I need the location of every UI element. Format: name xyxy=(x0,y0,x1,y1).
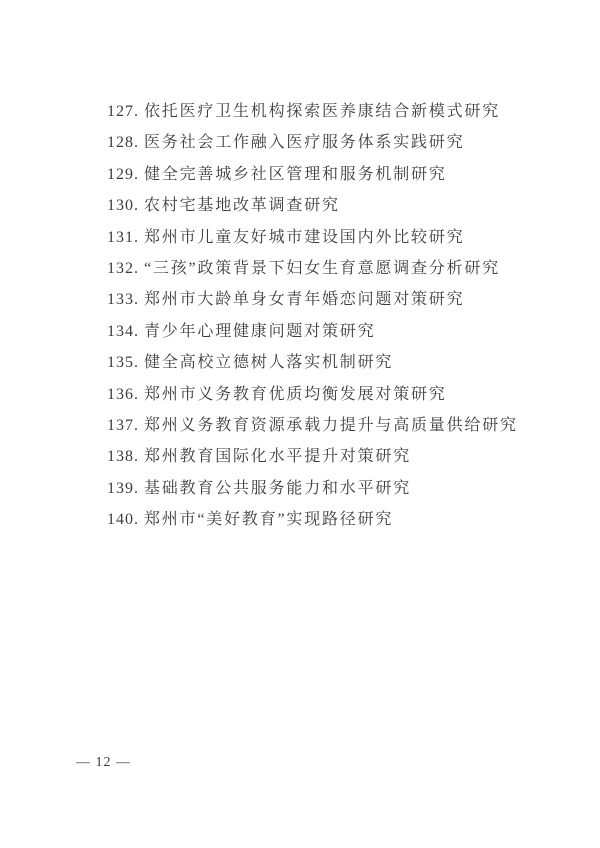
list-item xyxy=(107,258,518,289)
item-title: 青少年心理健康问题对策研究 xyxy=(144,322,376,340)
item-title: “三孩”政策背景下妇女生育意愿调查分析研究 xyxy=(144,259,501,277)
item-title: 医务社会工作融入医疗服务体系实践研究 xyxy=(144,134,465,152)
item-number: 140. xyxy=(107,511,139,529)
item-number: 132. xyxy=(107,259,139,277)
list-item xyxy=(107,101,518,132)
item-title: 郑州市“美好教育”实现路径研究 xyxy=(144,511,394,529)
item-title: 郑州市义务教育优质均衡发展对策研究 xyxy=(144,385,447,403)
item-number: 135. xyxy=(107,354,139,372)
item-title: 郑州市大龄单身女青年婚恋问题对策研究 xyxy=(144,291,465,309)
list-item xyxy=(107,132,518,163)
topic-list xyxy=(107,101,518,540)
list-item xyxy=(107,195,518,226)
list-item xyxy=(107,446,518,477)
item-number: 128. xyxy=(107,134,139,152)
list-item xyxy=(107,289,518,320)
item-number: 131. xyxy=(107,228,139,246)
list-item xyxy=(107,384,518,415)
list-item xyxy=(107,321,518,352)
item-number: 129. xyxy=(107,165,139,183)
item-title: 农村宅基地改革调查研究 xyxy=(144,197,340,215)
item-number: 127. xyxy=(107,103,139,120)
item-number: 130. xyxy=(107,197,139,215)
page-number: — 12 — xyxy=(76,755,131,770)
list-item xyxy=(107,478,518,509)
item-title: 郑州义务教育资源承载力提升与高质量供给研究 xyxy=(144,416,518,434)
item-number: 137. xyxy=(107,416,139,434)
list-item xyxy=(107,352,518,383)
item-title: 健全完善城乡社区管理和服务机制研究 xyxy=(144,165,447,183)
item-title: 依托医疗卫生机构探索医养康结合新模式研究 xyxy=(144,103,501,120)
item-number: 133. xyxy=(107,291,139,309)
item-title: 郑州市儿童友好城市建设国内外比较研究 xyxy=(144,228,465,246)
list-item xyxy=(107,415,518,446)
item-title: 健全高校立德树人落实机制研究 xyxy=(144,354,394,372)
item-title: 郑州教育国际化水平提升对策研究 xyxy=(144,448,412,466)
item-title: 基础教育公共服务能力和水平研究 xyxy=(144,479,412,497)
item-number: 134. xyxy=(107,322,139,340)
list-item xyxy=(107,227,518,258)
item-number: 136. xyxy=(107,385,139,403)
list-item xyxy=(107,164,518,195)
item-number: 138. xyxy=(107,448,139,466)
list-item xyxy=(107,509,518,540)
item-number: 139. xyxy=(107,479,139,497)
